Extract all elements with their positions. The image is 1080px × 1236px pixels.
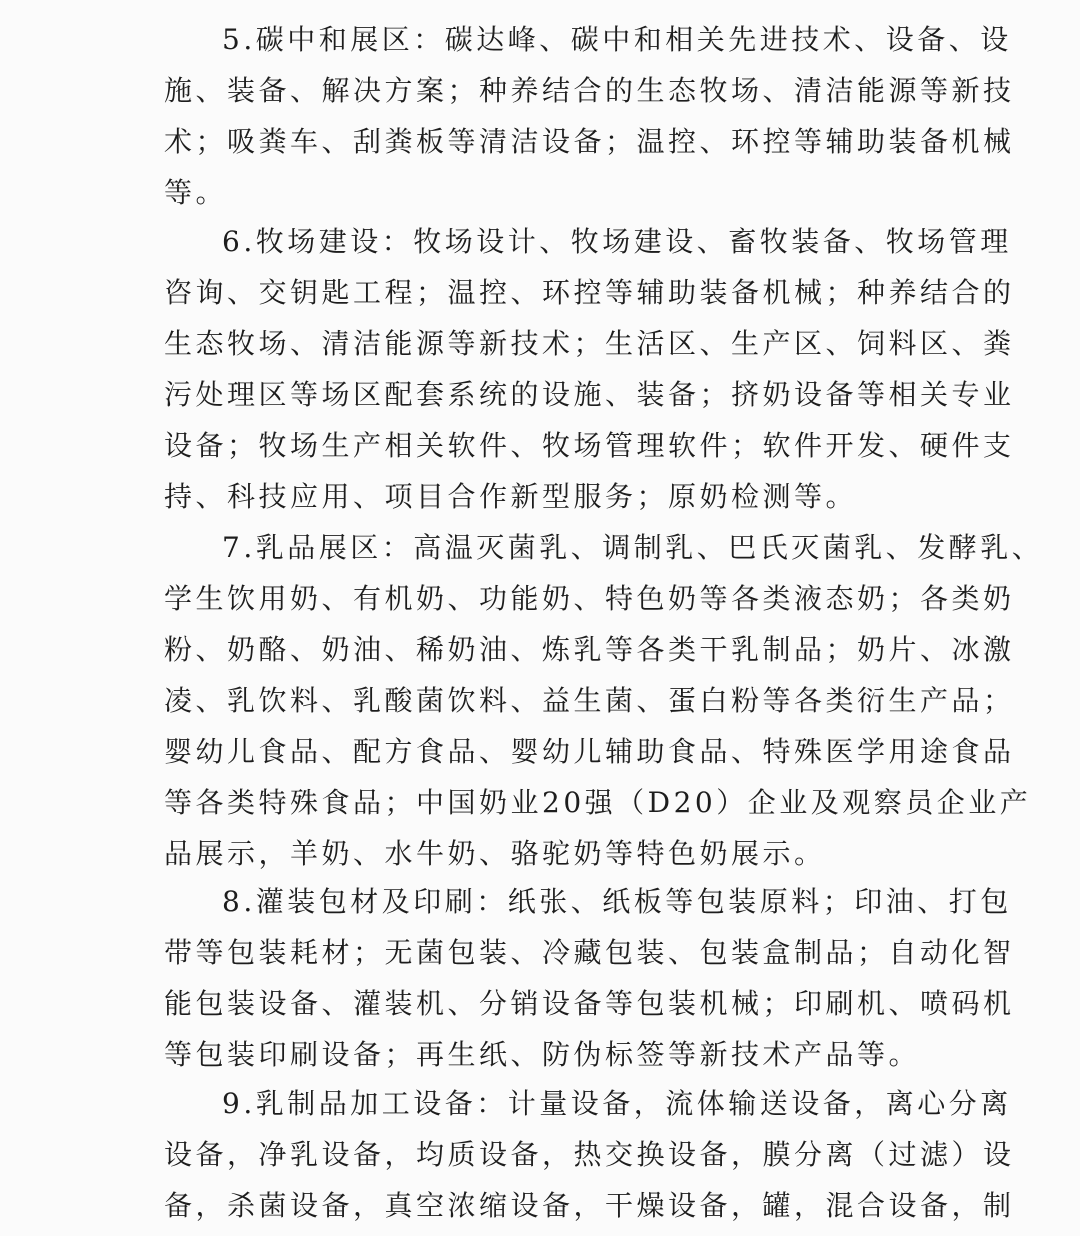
text-line: 咨询、交钥匙工程；温控、环控等辅助装备机械；种养结合的 <box>164 276 1015 309</box>
text-line: 品展示，羊奶、水牛奶、骆驼奶等特色奶展示。 <box>164 837 826 870</box>
text-line: 等。 <box>164 176 228 209</box>
text-line: 等各类特殊食品；中国奶业20强（D20）企业及观察员企业产 <box>164 786 1032 819</box>
text-line: 婴幼儿食品、配方食品、婴幼儿辅助食品、特殊医学用途食品 <box>164 735 1015 768</box>
text-line: 污处理区等场区配套系统的设施、装备；挤奶设备等相关专业 <box>164 378 1015 411</box>
text-line: 术；吸粪车、刮粪板等清洁设备；温控、环控等辅助装备机械 <box>164 125 1015 158</box>
text-line: 5.碳中和展区：碳达峰、碳中和相关先进技术、设备、设 <box>222 23 1012 56</box>
text-line: 6.牧场建设：牧场设计、牧场建设、畜牧装备、牧场管理 <box>222 225 1012 258</box>
text-line: 粉、奶酪、奶油、稀奶油、炼乳等各类干乳制品；奶片、冰激 <box>164 633 1015 666</box>
text-line: 施、装备、解决方案；种养结合的生态牧场、清洁能源等新技 <box>164 74 1015 107</box>
text-line: 设备，净乳设备，均质设备，热交换设备，膜分离（过滤）设 <box>164 1138 1015 1171</box>
text-line: 等包装印刷设备；再生纸、防伪标签等新技术产品等。 <box>164 1038 921 1071</box>
text-line: 学生饮用奶、有机奶、功能奶、特色奶等各类液态奶；各类奶 <box>164 582 1015 615</box>
text-line: 8.灌装包材及印刷：纸张、纸板等包装原料；印油、打包 <box>222 885 1012 918</box>
text-line: 备，杀菌设备，真空浓缩设备，干燥设备，罐，混合设备，制 <box>164 1189 1015 1222</box>
text-line: 带等包装耗材；无菌包装、冷藏包装、包装盒制品；自动化智 <box>164 936 1015 969</box>
text-line: 设备；牧场生产相关软件、牧场管理软件；软件开发、硬件支 <box>164 429 1015 462</box>
text-line: 生态牧场、清洁能源等新技术；生活区、生产区、饲料区、粪 <box>164 327 1015 360</box>
text-line: 持、科技应用、项目合作新型服务；原奶检测等。 <box>164 480 858 513</box>
text-line: 凌、乳饮料、乳酸菌饮料、益生菌、蛋白粉等各类衍生产品； <box>164 684 1015 717</box>
text-line: 9.乳制品加工设备：计量设备，流体输送设备，离心分离 <box>222 1087 1012 1120</box>
text-line: 7.乳品展区：高温灭菌乳、调制乳、巴氏灭菌乳、发酵乳、 <box>222 531 1044 564</box>
text-line: 能包装设备、灌装机、分销设备等包装机械；印刷机、喷码机 <box>164 987 1015 1020</box>
